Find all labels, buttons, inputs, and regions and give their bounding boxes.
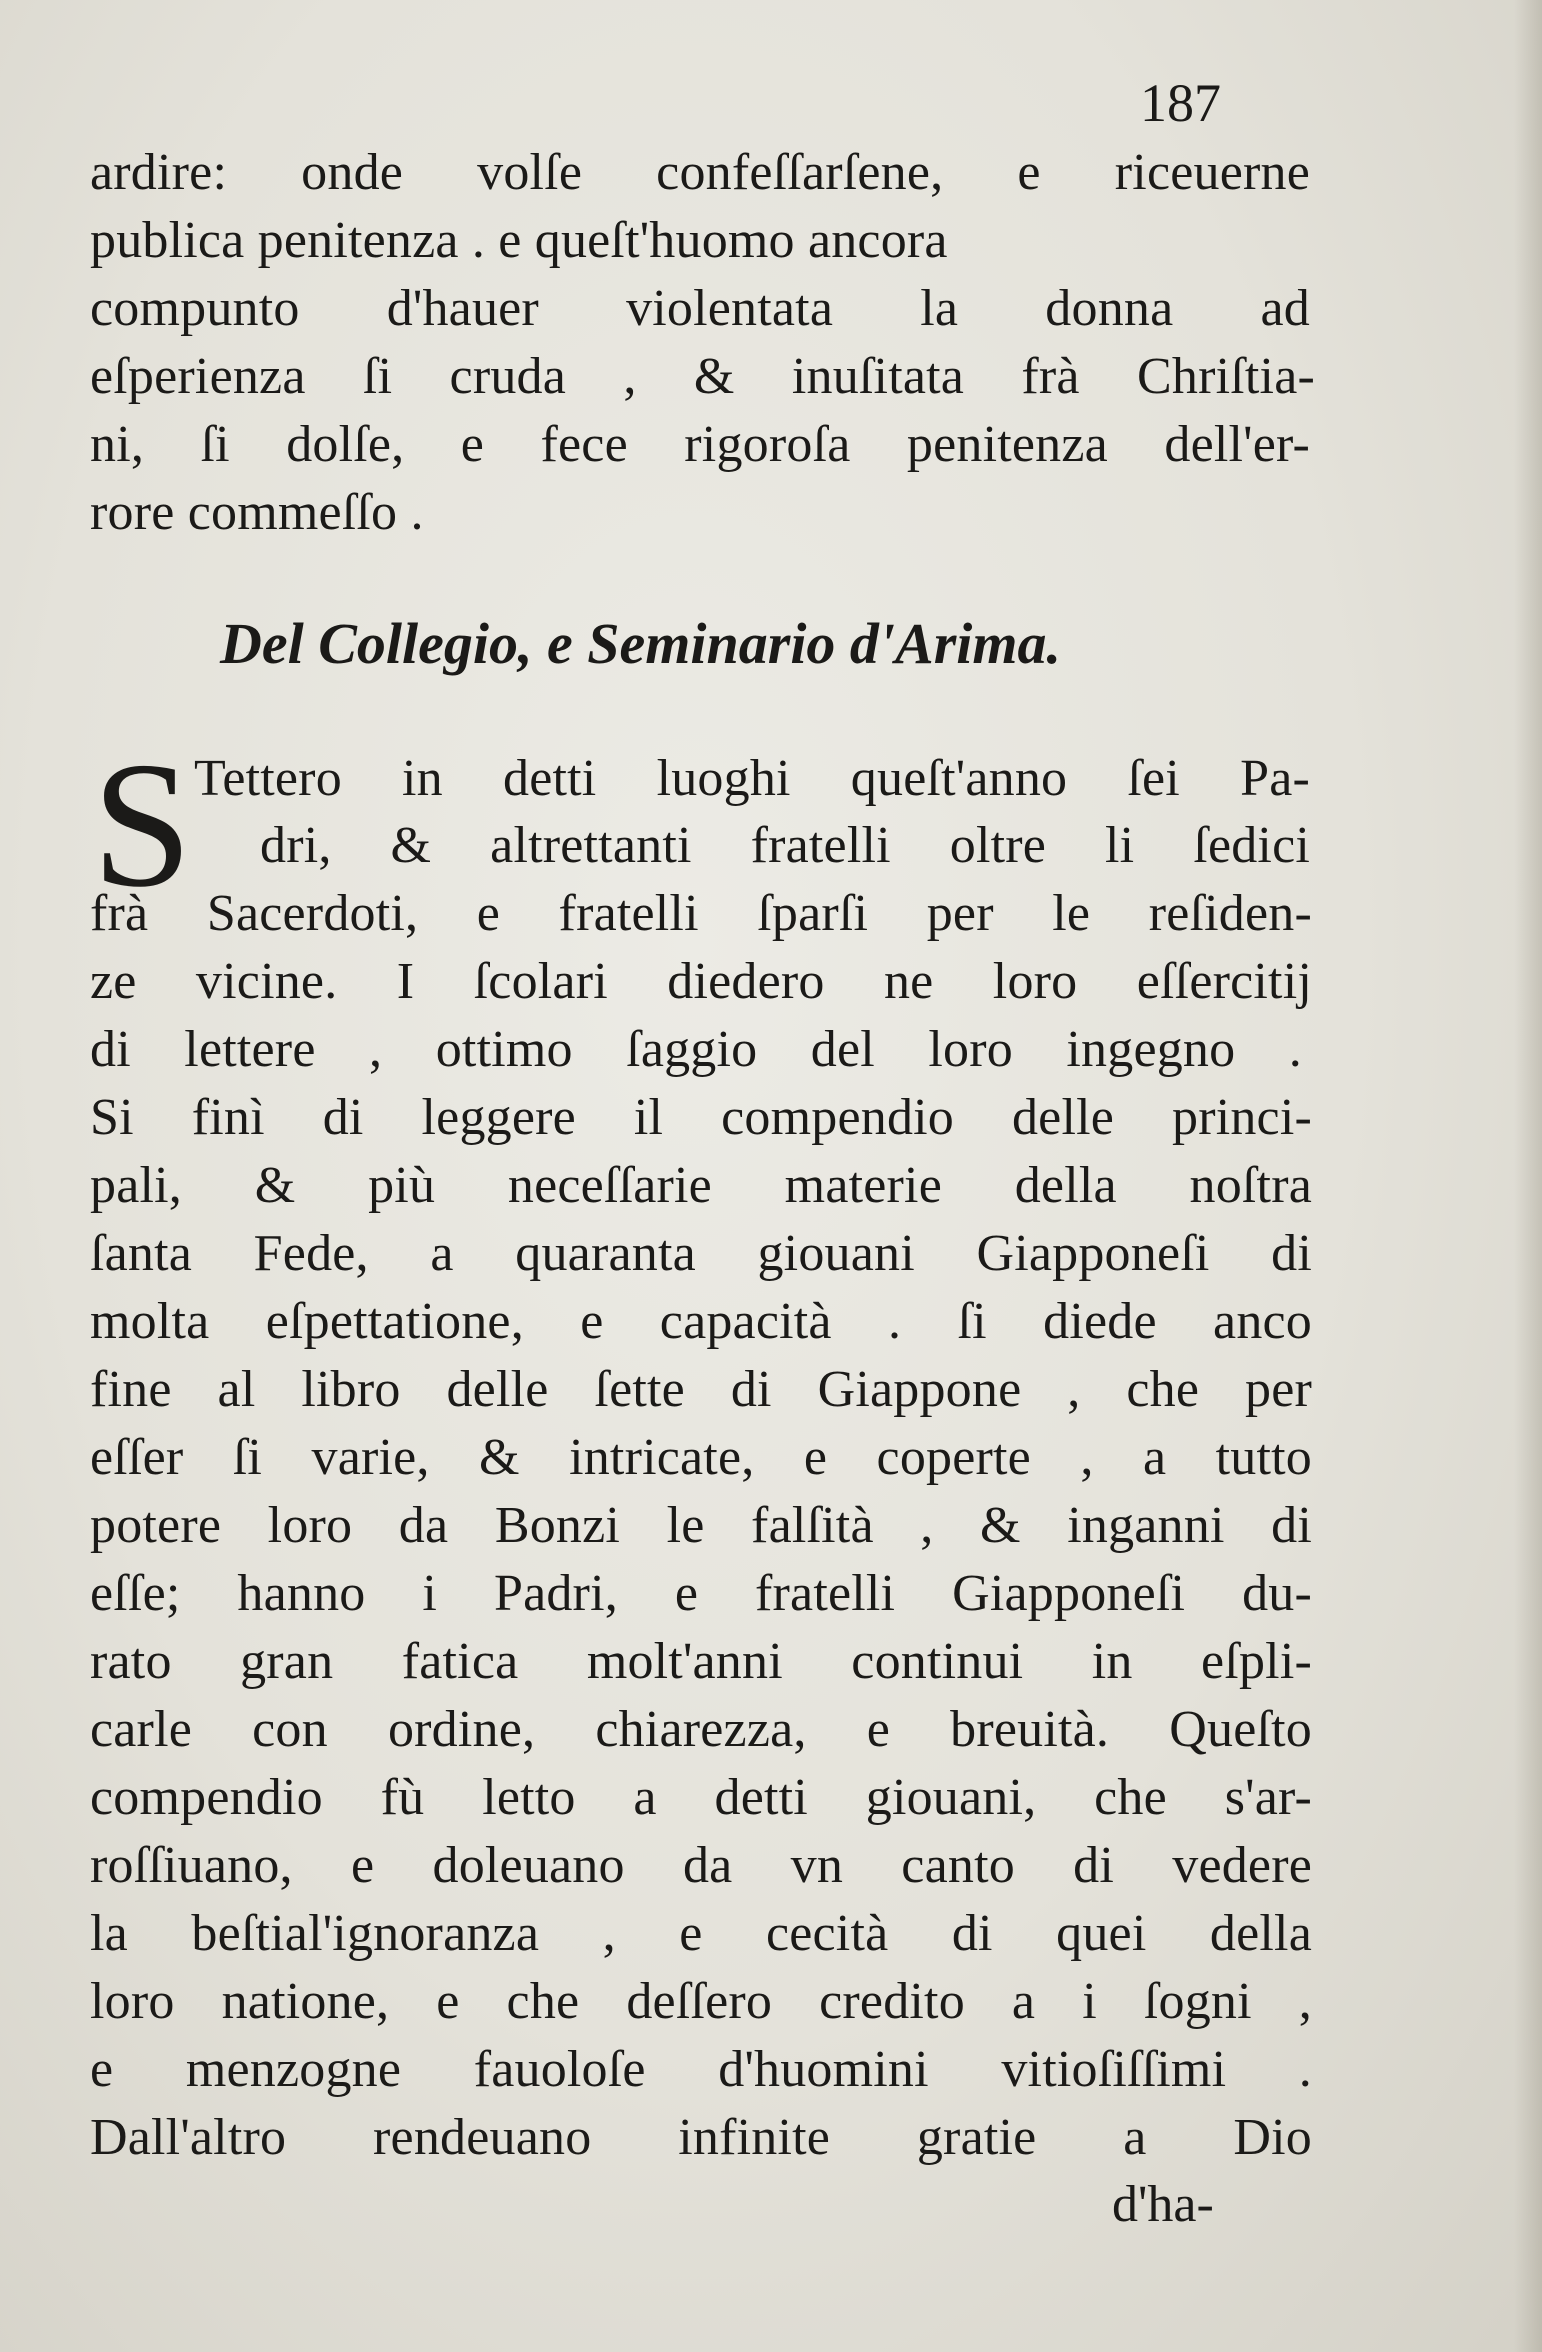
text-line: compunto d'hauer violentata la donna ad <box>90 280 1310 337</box>
text-line: loro natione, e che deſſero credito a i ſogni , <box>90 1973 1312 2030</box>
drop-cap: S <box>92 725 193 924</box>
text-line: fine al libro delle ſette di Giappone , che per <box>90 1361 1312 1418</box>
text-line: eſſer ſi varie, & intricate, e coperte , a tutto <box>90 1429 1312 1486</box>
catchword: d'ha- <box>1112 2176 1214 2233</box>
text-line: dri, & altrettanti fratelli oltre li ſedici <box>260 817 1310 874</box>
text-line: ze vicine. I ſcolari diedero ne loro eſſercitij <box>90 953 1312 1010</box>
text-line: ni, ſi dolſe, e fece rigoroſa penitenza dell'er- <box>90 416 1310 473</box>
text-line: di lettere , ottimo ſaggio del loro ingegno . <box>90 1021 1302 1078</box>
text-line: publica penitenza . e queſt'huomo ancora <box>90 212 948 269</box>
text-line: eſſe; hanno i Padri, e fratelli Giapponeſi du- <box>90 1565 1312 1622</box>
text-line: pali, & più neceſſarie materie della noſtra <box>90 1157 1312 1214</box>
text-line: frà Sacerdoti, e fratelli ſparſi per le reſiden- <box>90 885 1312 942</box>
text-line: molta eſpettatione, e capacità . ſi diede anco <box>90 1293 1312 1350</box>
text-line: ſanta Fede, a quaranta giouani Giapponeſi di <box>90 1225 1312 1282</box>
text-line: Si finì di leggere il compendio delle princi- <box>90 1089 1312 1146</box>
text-line: la beſtial'ignoranza , e cecità di quei della <box>90 1905 1312 1962</box>
text-line: e menzogne fauoloſe d'huomini vitioſiſſimi . <box>90 2041 1312 2098</box>
page-edge-shadow <box>1514 0 1542 2352</box>
text-line: ardire: onde volſe confeſſarſene, e riceuerne <box>90 144 1310 201</box>
text-line: potere loro da Bonzi le falſità , & inganni di <box>90 1497 1312 1554</box>
text-line: compendio fù letto a detti giouani, che s'ar- <box>90 1769 1312 1826</box>
text-line: roſſiuano, e doleuano da vn canto di vedere <box>90 1837 1312 1894</box>
text-line: Tettero in detti luoghi queſt'anno ſei Pa- <box>194 750 1310 807</box>
text-line: Dall'altro rendeuano infinite gratie a Dio <box>90 2109 1312 2166</box>
section-heading: Del Collegio, e Seminario d'Arima. <box>220 611 1062 676</box>
text-line: eſperienza ſi cruda , & inuſitata frà Chriſtia- <box>90 348 1315 405</box>
text-line: rato gran fatica molt'anni continui in eſpli- <box>90 1633 1312 1690</box>
page-number: 187 <box>1140 73 1221 133</box>
text-line: rore commeſſo . <box>90 484 424 541</box>
text-line: carle con ordine, chiarezza, e breuità. Queſto <box>90 1701 1312 1758</box>
